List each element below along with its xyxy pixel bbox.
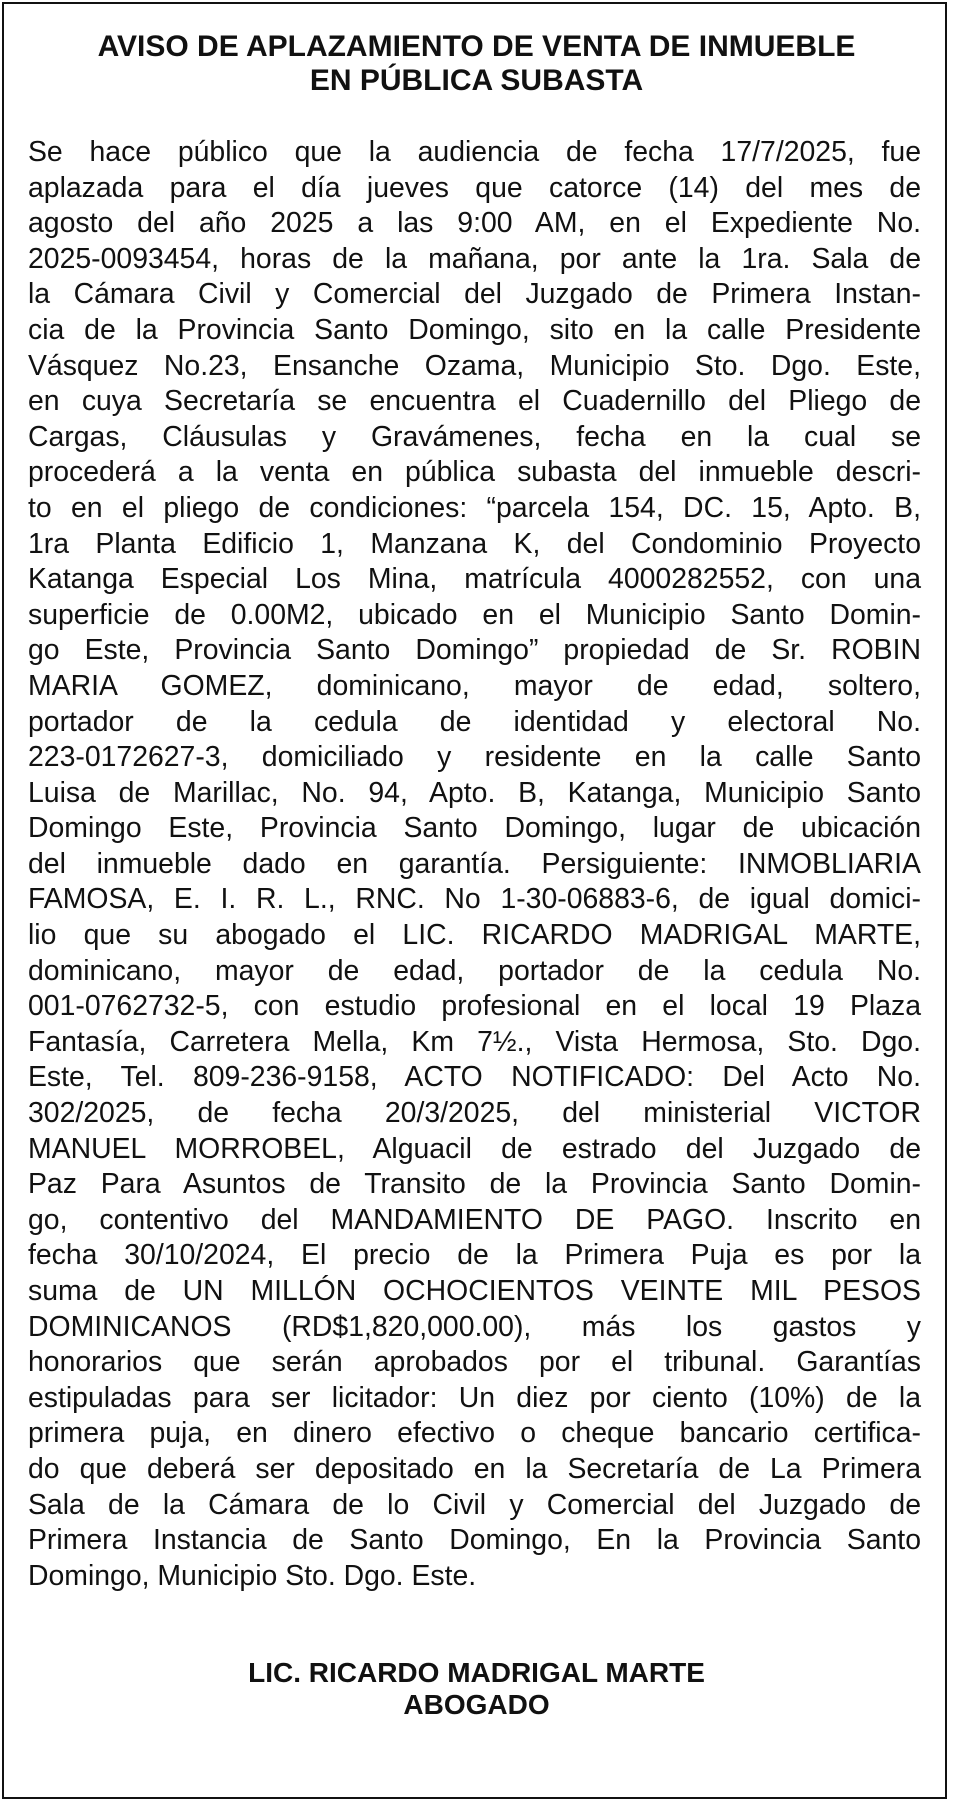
body-line: go, contentivo del MANDAMIENTO DE PAGO. Inscrito en: [28, 1203, 921, 1236]
body-line: Vásquez No.23, Ensanche Ozama, Municipio Sto. Dgo. Este,: [28, 349, 921, 382]
body-line: FAMOSA, E. I. R. L., RNC. No 1-30-06883-6, de igual domici-: [28, 883, 921, 916]
body-line: lio que su abogado el LIC. RICARDO MADRIGAL MARTE,: [28, 919, 921, 952]
body-line: Este, Tel. 809-236-9158, ACTO NOTIFICADO: Del Acto No.: [28, 1061, 921, 1094]
body-line: Primera Instancia de Santo Domingo, En la Provincia Santo: [28, 1524, 921, 1557]
body-line: procederá a la venta en pública subasta del inmueble descri-: [28, 456, 921, 489]
body-line: Se hace público que la audiencia de fecha 17/7/2025, fue: [28, 136, 921, 168]
body-line: Luisa de Marillac, No. 94, Apto. B, Katanga, Municipio Santo: [28, 776, 921, 809]
body-line: 1ra Planta Edificio 1, Manzana K, del Condominio Proyecto: [28, 527, 921, 560]
body-line: aplazada para el día jueves que catorce (14) del mes de: [28, 171, 921, 204]
body-line: estipuladas para ser licitador: Un diez por ciento (10%) de la: [28, 1381, 921, 1414]
body-line: MANUEL MORROBEL, Alguacil de estrado del Juzgado de: [28, 1132, 921, 1165]
body-line: Domingo Este, Provincia Santo Domingo, lugar de ubicación: [28, 812, 921, 845]
signature-block: [20, 1657, 933, 1721]
body-line: honorarios que serán aprobados por el tribunal. Garantías: [28, 1346, 921, 1379]
body-line: do que deberá ser depositado en la Secretaría de La Primera: [28, 1452, 921, 1485]
body-line: agosto del año 2025 a las 9:00 AM, en el Expediente No.: [28, 207, 921, 240]
body-line: del inmueble dado en garantía. Persiguiente: INMOBLIARIA: [28, 847, 921, 880]
body-line: fecha 30/10/2024, El precio de la Primera Puja es por la: [28, 1239, 921, 1272]
body-line: 2025-0093454, horas de la mañana, por ante la 1ra. Sala de: [28, 242, 921, 275]
body-line: Katanga Especial Los Mina, matrícula 4000282552, con una: [28, 563, 921, 596]
signature-title: ABOGADO: [403, 1689, 550, 1720]
notice-body: [28, 135, 921, 1594]
body-line: Sala de la Cámara de lo Civil y Comercial del Juzgado de: [28, 1488, 921, 1521]
body-line: dominicano, mayor de edad, portador de la cedula No.: [28, 954, 921, 987]
title-line-2: EN PÚBLICA SUBASTA: [309, 64, 644, 97]
body-line: superficie de 0.00M2, ubicado en el Municipio Santo Domin-: [28, 598, 921, 631]
body-line: portador de la cedula de identidad y electoral No.: [28, 705, 921, 738]
body-line: Fantasía, Carretera Mella, Km 7½., Vista Hermosa, Sto. Dgo.: [28, 1025, 921, 1058]
body-line: la Cámara Civil y Comercial del Juzgado de Primera Instan-: [28, 278, 921, 311]
body-line: DOMINICANOS (RD$1,820,000.00), más los gastos y: [28, 1310, 921, 1343]
body-line: to en el pliego de condiciones: “parcela 154, DC. 15, Apto. B,: [28, 491, 921, 524]
body-line: 223-0172627-3, domiciliado y residente en la calle Santo: [28, 741, 921, 774]
signature-name: LIC. RICARDO MADRIGAL MARTE: [248, 1657, 705, 1688]
body-line: Cargas, Cláusulas y Gravámenes, fecha en la cual se: [28, 420, 921, 453]
title-line-1: AVISO DE APLAZAMIENTO DE VENTA DE INMUEBLE: [97, 30, 856, 63]
body-line: primera puja, en dinero efectivo o cheque bancario certifica-: [28, 1417, 921, 1450]
body-line: 302/2025, de fecha 20/3/2025, del ministerial VICTOR: [28, 1097, 921, 1130]
body-line: Paz Para Asuntos de Transito de la Provincia Santo Domin-: [28, 1168, 921, 1201]
body-line: MARIA GOMEZ, dominicano, mayor de edad, soltero,: [28, 669, 921, 702]
body-line: cia de la Provincia Santo Domingo, sito en la calle Presidente: [28, 313, 921, 346]
body-line: suma de UN MILLÓN OCHOCIENTOS VEINTE MIL PESOS: [28, 1275, 921, 1307]
body-line: en cuya Secretaría se encuentra el Cuadernillo del Pliego de: [28, 385, 921, 418]
body-line: Domingo, Municipio Sto. Dgo. Este.: [28, 1559, 477, 1592]
body-line: 001-0762732-5, con estudio profesional en el local 19 Plaza: [28, 990, 921, 1023]
body-line: go Este, Provincia Santo Domingo” propiedad de Sr. ROBIN: [28, 634, 921, 667]
notice-title: [20, 30, 933, 98]
